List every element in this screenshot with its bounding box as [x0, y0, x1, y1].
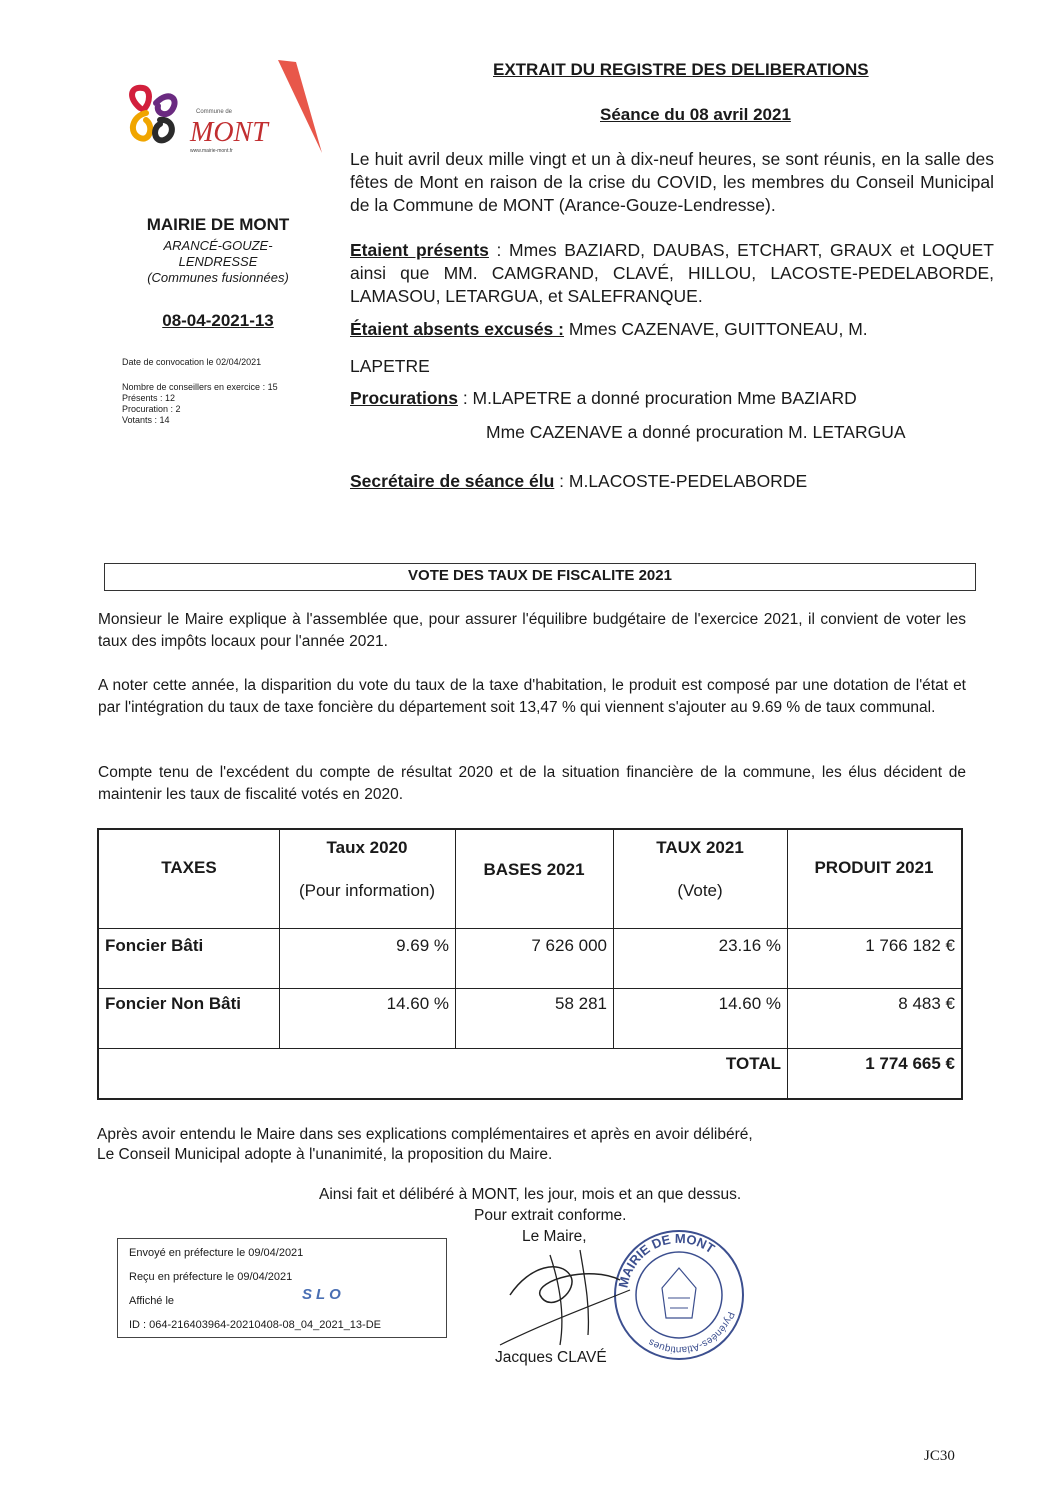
logo-small-label: Commune de	[196, 109, 233, 115]
secretaire-line	[350, 470, 807, 493]
mairie-sub-2: LENDRESSE	[178, 254, 258, 269]
header-taux-2020-sub: (Pour information)	[298, 881, 436, 900]
paragraph-1: Monsieur le Maire explique à l'assemblée que, pour assurer l'équilibre budgétaire de l'exercice 2021, il convient de voter les taux des impôts locaux pour l'année 2021.	[98, 611, 966, 650]
prefecture-box	[117, 1238, 447, 1338]
procurations-label: Procurations	[350, 388, 458, 408]
prefecture-affiche: Affiché le	[129, 1295, 175, 1307]
footer-code: JC30	[924, 1448, 955, 1464]
secretaire-text: : M.LACOSTE-PEDELABORDE	[554, 471, 808, 491]
procuration-1: : M.LAPETRE a donné procuration Mme BAZIARD	[457, 388, 857, 408]
presents-count: Présents : 12	[122, 393, 176, 403]
deliberation-number: 08-04-2021-13	[162, 311, 274, 330]
vote-counts	[122, 382, 278, 426]
prefecture-id: ID : 064-216403964-20210408-08_04_2021_13-DE	[129, 1319, 381, 1331]
header-produit-2021: PRODUIT 2021	[814, 858, 934, 877]
seance-date: Séance du 08 avril 2021	[600, 105, 791, 124]
logo-name: MONT	[190, 117, 268, 148]
row1-taux-2021: 23.16 %	[718, 936, 781, 955]
absents-text-2: LAPETRE	[350, 356, 430, 376]
row1-taxe: Foncier Bâti	[105, 936, 204, 955]
header-taux-2020: Taux 2020	[326, 838, 408, 857]
procuration-2: Mme CAZENAVE a donné procuration M. LETARGUA	[486, 422, 906, 442]
paragraph-3: Compte tenu de l'excédent du compte de résultat 2020 et de la situation financière de la commune, les élus décident de maintenir les taux de fiscalité votés en 2020.	[98, 764, 966, 803]
convocation-date: Date de convocation le 02/04/2021	[122, 357, 262, 367]
header-bases-2021: BASES 2021	[483, 860, 585, 879]
sign-line-1: Ainsi fait et délibéré à MONT, les jour, mois et an que dessus.	[319, 1186, 742, 1203]
presents-label: Etaient présents	[350, 240, 489, 260]
row2-bases: 58 281	[555, 994, 607, 1013]
row2-produit: 8 483 €	[898, 994, 955, 1013]
svg-text:Pyrénées-Atlantiques	[647, 1310, 736, 1355]
row2-taxe: Foncier Non Bâti	[105, 994, 242, 1013]
closing-line-2: Le Conseil Municipal adopte à l'unanimité, la proposition du Maire.	[97, 1146, 553, 1163]
row1-taux-2020: 9.69 %	[396, 936, 449, 955]
absents-text: Mmes CAZENAVE, GUITTONEAU, M.	[563, 319, 868, 339]
logo-url: www.mairie-mont.fr	[190, 148, 233, 154]
section-title: VOTE DES TAUX DE FISCALITE 2021	[408, 567, 672, 584]
prefecture-envoye: Envoyé en préfecture le 09/04/2021	[129, 1247, 304, 1259]
mairie-subtitle	[118, 238, 318, 286]
row2-taux-2020: 14.60 %	[386, 994, 449, 1013]
intro-paragraph: Le huit avril deux mille vingt et un à dix-neuf heures, se sont réunis, en la salle des fêtes de Mont en raison de la crise du COVID, les membres du Conseil Municipal de la Commune de MONT (Arance-Gouze-Lendresse).	[350, 149, 994, 215]
closing-line-1: Après avoir entendu le Maire dans ses explications complémentaires et après en avoir délibéré,	[97, 1126, 753, 1143]
stamp-top-text: MAIRIE DE MONT	[615, 1230, 718, 1290]
sign-line-3: Le Maire,	[522, 1228, 587, 1245]
procuration-count: Procuration : 2	[122, 404, 181, 414]
row2-taux-2021: 14.60 %	[718, 994, 781, 1013]
votants-count: Votants : 14	[122, 415, 170, 425]
mairie-title: MAIRIE DE MONT	[146, 215, 290, 234]
prefecture-recu: Reçu en préfecture le 09/04/2021	[129, 1271, 293, 1283]
header-taux-2021: TAUX 2021	[656, 838, 744, 857]
conseillers-count: Nombre de conseillers en exercice : 15	[122, 382, 278, 392]
header-taxes: TAXES	[161, 858, 217, 877]
presents-paragraph	[350, 239, 994, 308]
mayor-name: Jacques CLAVÉ	[495, 1349, 607, 1366]
mairie-sub-3: (Communes fusionnées)	[147, 270, 289, 285]
row1-produit: 1 766 182 €	[865, 936, 955, 955]
register-title: EXTRAIT DU REGISTRE DES DELIBERATIONS	[493, 60, 869, 79]
mairie-sub-1: ARANCÉ-GOUZE-	[163, 238, 273, 253]
absents-paragraph	[350, 318, 994, 341]
tax-table	[97, 828, 963, 1100]
mayor-signature	[490, 1235, 640, 1350]
absents-label: Étaient absents excusés :	[350, 319, 564, 339]
procurations-line	[350, 387, 857, 410]
section-title-box	[104, 563, 976, 591]
secretaire-label: Secrétaire de séance élu	[350, 471, 555, 491]
total-value: 1 774 665 €	[865, 1054, 955, 1073]
sign-line-2: Pour extrait conforme.	[474, 1207, 627, 1224]
stamp-bottom-text: Pyrénées-Atlantiques	[646, 1309, 736, 1356]
total-label: TOTAL	[725, 1054, 781, 1073]
presents-text: : Mmes BAZIARD, DAUBAS, ETCHART, GRAUX et LOQUET ainsi que MM. CAMGRAND, CLAVÉ, HILLOU, LACOSTE-PEDELABORDE, LAMASOU, LETARGUA, et SALEFRANQUE.	[350, 240, 994, 306]
commune-logo	[118, 58, 353, 173]
header-taux-2021-sub: (Vote)	[677, 881, 723, 900]
paragraph-2: A noter cette année, la disparition du vote du taux de la taxe d'habitation, le produit est composé par une dotation de l'état et par l'intégration du taux de taxe foncière du département soit 13,47 % qui viennent s'ajouter au 9.69 % de taux communal.	[98, 677, 966, 716]
slo-logo: SLO	[302, 1286, 345, 1303]
row1-bases: 7 626 000	[531, 936, 607, 955]
